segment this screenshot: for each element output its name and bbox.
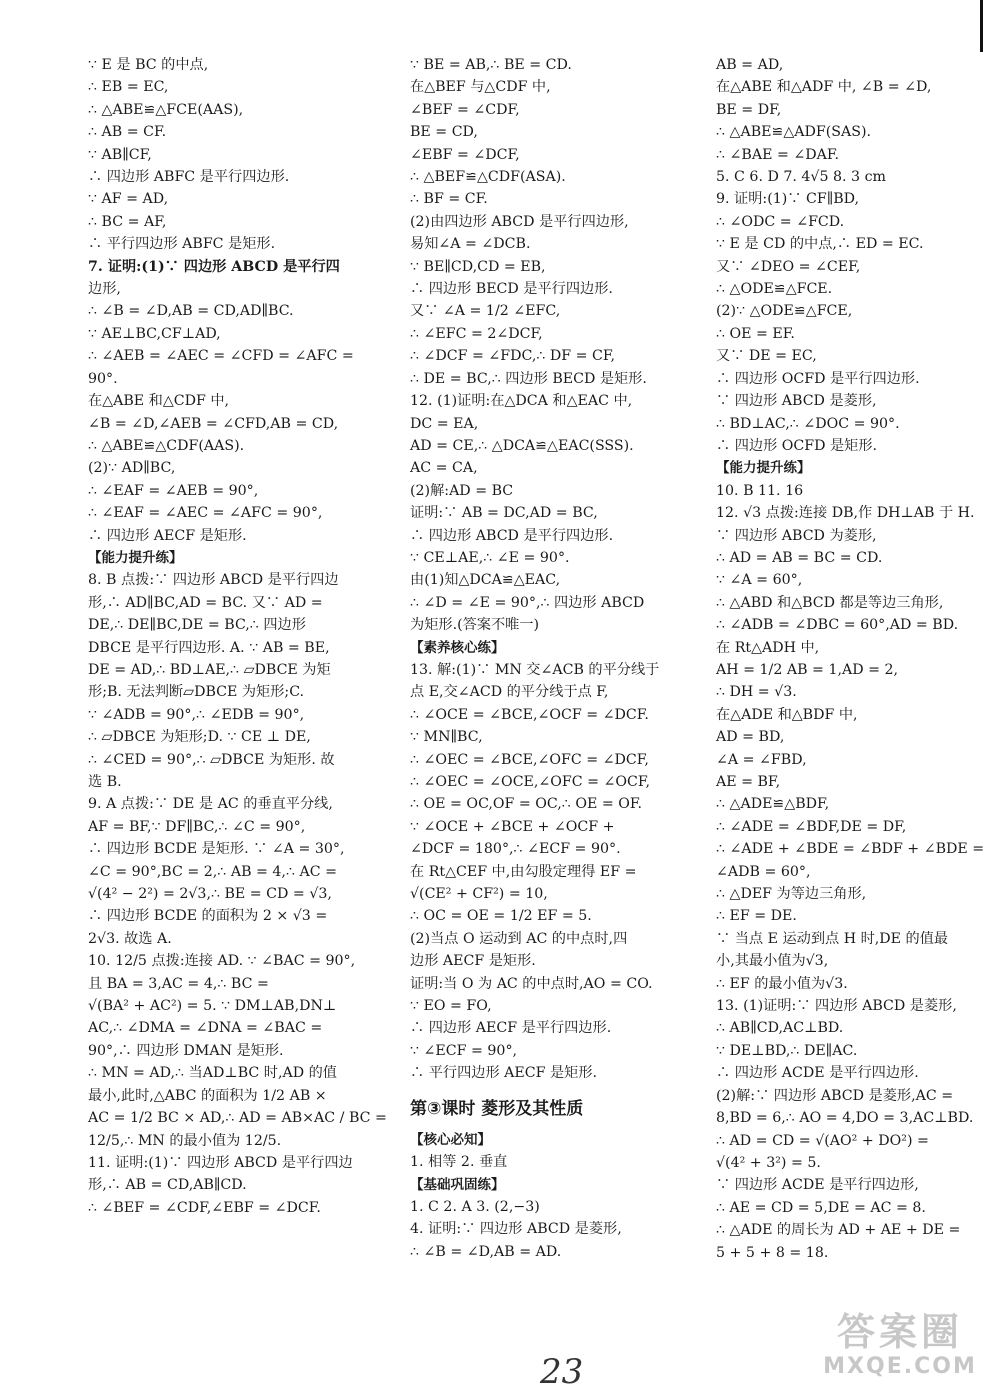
answer-line: AC = 1/2 BC × AD,∴ AD = AB×AC / BC = <box>88 1110 387 1127</box>
answer-line: AD = BD, <box>716 729 785 746</box>
answer-line: ∴ DH = √3. <box>716 684 797 701</box>
answer-line: ∴ △ABE≌△ADF(SAS). <box>716 124 872 141</box>
answer-line: (2)由四边形 ABCD 是平行四边形, <box>410 213 629 230</box>
margin-bar <box>980 0 983 52</box>
answer-line: 4. 证明:∵ 四边形 ABCD 是菱形, <box>410 1221 622 1238</box>
answer-line: ∠EBF = ∠DCF, <box>410 146 520 163</box>
answer-line: ∴ ∠B = ∠D,AB = CD,AD∥BC. <box>88 303 294 320</box>
section-heading: 【素养核心练】 <box>410 639 505 656</box>
answer-line: 12/5,∴ MN 的最小值为 12/5. <box>88 1132 282 1149</box>
answer-line: ∴ OC = OE = 1/2 EF = 5. <box>410 908 592 925</box>
watermark-url: MXQE.COM <box>823 1354 977 1379</box>
answer-line: 形,∴ AB = CD,AB∥CD. <box>88 1177 247 1194</box>
answer-line: ∵ ∠ECF = 90°, <box>410 1042 518 1059</box>
answer-line: ∴ BF = CF. <box>410 191 488 208</box>
answer-line: ∴ DE = BC,∴ 四边形 BECD 是矩形. <box>410 370 647 387</box>
answer-line: ∵ BE = AB,∴ BE = CD. <box>410 57 572 73</box>
answer-line: ∵ E 是 CD 的中点,∴ ED = EC. <box>716 236 924 253</box>
answer-line: ∠DCF = 180°,∴ ∠ECF = 90°. <box>410 841 621 858</box>
answer-line: 7. 证明:(1)∵ 四边形 ABCD 是平行四 <box>88 258 340 275</box>
answer-line: ∴ △ABE≌△CDF(AAS). <box>88 437 245 454</box>
answer-line: (2)∵ AD∥BC, <box>88 460 176 477</box>
answer-line: 在 Rt△CEF 中,由勾股定理得 EF = <box>410 863 637 880</box>
page-number: 23 <box>540 1352 584 1392</box>
answer-line: ∠BEF = ∠CDF, <box>410 101 520 118</box>
answer-line: ∠A = ∠FBD, <box>716 751 807 768</box>
answer-line: 90°. <box>88 370 118 387</box>
answer-line: 最小,此时,△ABC 的面积为 1/2 AB × <box>88 1087 327 1104</box>
watermark-text: 答案圈 <box>836 1310 963 1354</box>
lesson-title: 第③课时 菱形及其性质 <box>410 1098 584 1119</box>
answer-line: 形,∴ AD∥BC,AD = BC. 又∵ AD = <box>88 594 323 611</box>
answer-line: ∴ △ABD 和△BCD 都是等边三角形, <box>716 594 944 611</box>
answer-line: ∴ 四边形 ACDE 是平行四边形. <box>716 1065 919 1082</box>
answer-line: (2)解:∵ 四边形 ABCD 是菱形,AC = <box>716 1087 954 1104</box>
answer-line: ∴ 四边形 ABFC 是平行四边形. <box>88 169 290 186</box>
answer-line: ∴ ∠D = ∠E = 90°,∴ 四边形 ABCD <box>410 594 645 611</box>
answer-line: ∵ 四边形 ABCD 是菱形, <box>716 393 877 410</box>
answer-line: DE,∴ DE∥BC,DE = BC,∴ 四边形 <box>88 617 306 634</box>
answer-line: 为矩形.(答案不唯一) <box>410 617 540 634</box>
answer-line: ∵ CE⊥AE,∴ ∠E = 90°. <box>410 549 570 566</box>
answer-line: ∴ EF = DE. <box>716 908 797 925</box>
answer-line: ∵ AF = AD, <box>88 191 169 208</box>
answer-line: BE = DF, <box>716 101 782 118</box>
answer-line: AF = BF,∵ DF∥BC,∴ ∠C = 90°, <box>88 818 306 835</box>
answer-line: ∴ ∠EFC = 2∠DCF, <box>410 325 543 342</box>
answer-line: 5. C 6. D 7. 4√5 8. 3 cm <box>716 169 886 186</box>
answer-line: 5 + 5 + 8 = 18. <box>716 1244 829 1261</box>
answer-line: ∴ AB = CF. <box>88 124 167 141</box>
answer-line: 1. 相等 2. 垂直 <box>410 1154 508 1171</box>
answer-line: 10. 12/5 点拨:连接 AD. ∵ ∠BAC = 90°, <box>88 953 356 970</box>
answer-line: AC = CA, <box>410 460 478 477</box>
answer-line: 90°,∴ 四边形 DMAN 是矩形. <box>88 1042 284 1059</box>
section-heading: 【基础巩固练】 <box>410 1176 505 1193</box>
answer-line: ∴ 四边形 BECD 是平行四边形. <box>410 281 613 298</box>
answer-line: 10. B 11. 16 <box>716 482 804 499</box>
answer-line: 边形 AECF 是矩形. <box>410 953 536 970</box>
answer-line: ∵ ∠ADB = 90°,∴ ∠EDB = 90°, <box>88 706 305 723</box>
answer-line: 12. √3 点拨:连接 DB,作 DH⊥AB 于 H. <box>716 505 975 522</box>
answer-line: ∵ AE⊥BC,CF⊥AD, <box>88 325 221 342</box>
answer-line: 又∵ DE = EC, <box>716 348 817 365</box>
answer-column-3 <box>716 54 986 1264</box>
answer-line: ∴ ∠ADB = ∠DBC = 60°,AD = BD. <box>716 617 959 634</box>
answer-line: ∴ AD = AB = BC = CD. <box>716 549 883 566</box>
answer-line: AB = AD, <box>716 57 784 73</box>
answer-line: ∴ BD⊥AC,∴ ∠DOC = 90°. <box>716 415 900 432</box>
answer-line: ∴ △ADE≌△BDF, <box>716 796 830 813</box>
answer-line: 又∵ ∠DEO = ∠CEF, <box>716 258 861 275</box>
answer-line: ∴ ∠B = ∠D,AB = AD. <box>410 1243 562 1260</box>
answer-line: AE = BF, <box>716 774 781 790</box>
answer-line: AH = 1/2 AB = 1,AD = 2, <box>716 661 899 678</box>
answer-line: ∴ 四边形 BCDE 的面积为 2 × √3 = <box>88 908 328 925</box>
answer-line: ∵ AB∥CF, <box>88 146 152 163</box>
answer-line: 证明:∵ AB = DC,AD = BC, <box>410 505 598 522</box>
answer-line: ∵ 四边形 ACDE 是平行四边形, <box>716 1177 919 1194</box>
section-heading: 【核心必知】 <box>410 1131 491 1148</box>
answer-line: ∴ 四边形 OCFD 是矩形. <box>716 437 878 454</box>
answer-line: ∴ ∠OCE = ∠BCE,∠OCF = ∠DCF. <box>410 706 649 723</box>
answer-line: ∴ OE = OC,OF = OC,∴ OE = OF. <box>410 796 642 813</box>
answer-line: ∴ AD = CD = √(AO² + DO²) = <box>716 1132 929 1149</box>
answer-column-1 <box>88 54 387 1219</box>
answer-line: ∴ 平行四边形 ABFC 是矩形. <box>88 236 276 253</box>
answer-line: ∴ ∠ADE + ∠BDE = ∠BDF + ∠BDE = <box>716 841 985 858</box>
answer-line: ∴ ∠DCF = ∠FDC,∴ DF = CF, <box>410 348 616 365</box>
answer-line: DC = EA, <box>410 415 479 432</box>
answer-line: 在△ABE 和△CDF 中, <box>88 393 230 410</box>
answer-line: 13. (1)证明:∵ 四边形 ABCD 是菱形, <box>716 998 957 1015</box>
answer-line: ∵ BE∥CD,CD = EB, <box>410 258 546 275</box>
answer-line: 9. 证明:(1)∵ CF∥BD, <box>716 191 860 208</box>
answer-line: ∴ ∠AEB = ∠AEC = ∠CFD = ∠AFC = <box>88 348 354 365</box>
answer-line: 2√3. 故选 A. <box>88 930 172 947</box>
answer-line: ∴ EB = EC, <box>88 79 169 96</box>
answer-line: AC,∴ ∠DMA = ∠DNA = ∠BAC = <box>88 1020 323 1037</box>
answer-line: ∴ ∠OEC = ∠OCE,∠OFC = ∠OCF, <box>410 774 651 790</box>
answer-line: ∴ ∠EAF = ∠AEB = 90°, <box>88 482 259 499</box>
answer-line: ∴ MN = AD,∴ 当AD⊥BC 时,AD 的值 <box>88 1065 337 1082</box>
answer-line: 12. (1)证明:在△DCA 和△EAC 中, <box>410 393 633 410</box>
answer-line: 8,BD = 6,∴ AO = 4,DO = 3,AC⊥BD. <box>716 1110 974 1127</box>
answer-line: ∴ ∠ADE = ∠BDF,DE = DF, <box>716 818 907 835</box>
answer-line: 13. 解:(1)∵ MN 交∠ACB 的平分线于 <box>410 661 660 678</box>
answer-line: 选 B. <box>88 774 122 790</box>
answer-line: ∴ △ABE≌△FCE(AAS), <box>88 101 244 118</box>
answer-line: ∴ △BEF≌△CDF(ASA). <box>410 169 566 186</box>
watermark-logo <box>810 1310 990 1390</box>
answer-line: ∴ ∠BEF = ∠CDF,∠EBF = ∠DCF. <box>88 1199 321 1216</box>
answer-line: DE = AD,∴ BD⊥AE,∴ ▱DBCE 为矩 <box>88 661 331 678</box>
section-heading: 【能力提升练】 <box>88 549 183 566</box>
answer-line: ∴ 四边形 OCFD 是平行四边形. <box>716 370 920 387</box>
answer-line: ∴ 四边形 AECF 是矩形. <box>88 527 247 544</box>
answer-line: 在△ADE 和△BDF 中, <box>716 706 858 723</box>
answer-line: 易知∠A = ∠DCB. <box>410 236 531 253</box>
answer-line: 且 BA = 3,AC = 4,∴ BC = <box>88 975 269 992</box>
answer-line: 在△ABE 和△ADF 中, ∠B = ∠D, <box>716 79 932 96</box>
answer-line: ∵ EO = FO, <box>410 998 492 1015</box>
answer-line: √(4² − 2²) = 2√3,∴ BE = CD = √3, <box>88 886 332 903</box>
answer-column-2 <box>410 54 672 1263</box>
answer-line: 8. B 点拨:∵ 四边形 ABCD 是平行四边 <box>88 572 339 589</box>
answer-line: ∵ MN∥BC, <box>410 729 483 746</box>
answer-line: ∴ 四边形 BCDE 是矩形. ∵ ∠A = 30°, <box>88 841 345 858</box>
answer-line: ∵ 四边形 ABCD 为菱形, <box>716 527 877 544</box>
answer-line: ∴ OE = EF. <box>716 325 795 342</box>
answer-line: 边形, <box>88 281 121 298</box>
answer-line: ∠B = ∠D,∠AEB = ∠CFD,AB = CD, <box>88 415 339 432</box>
answer-line: ∴ △ADE 的周长为 AD + AE + DE = <box>716 1222 961 1239</box>
answer-line: 在△BEF 与△CDF 中, <box>410 79 551 96</box>
answer-line: 11. 证明:(1)∵ 四边形 ABCD 是平行四边 <box>88 1154 353 1171</box>
section-heading: 【能力提升练】 <box>716 460 811 477</box>
answer-line: ∴ BC = AF, <box>88 213 167 230</box>
answer-line: √(CE² + CF²) = 10, <box>410 886 548 903</box>
answer-line: ∴ ▱DBCE 为矩形;D. ∵ CE ⊥ DE, <box>88 729 311 746</box>
answer-line: (2)∵ △ODE≌△FCE, <box>716 303 853 320</box>
answer-line: ∴ AE = CD = 5,DE = AC = 8. <box>716 1199 926 1216</box>
answer-line: ∵ DE⊥BD,∴ DE∥AC. <box>716 1042 858 1059</box>
answer-line: 在 Rt△ADH 中, <box>716 639 820 656</box>
answer-line: ∵ ∠A = 60°, <box>716 572 803 589</box>
answer-line: ∴ 四边形 ABCD 是平行四边形. <box>410 527 614 544</box>
answer-line: ∴ AB∥CD,AC⊥BD. <box>716 1020 844 1037</box>
answer-line: ∵ ∠OCE + ∠BCE + ∠OCF + <box>410 818 615 835</box>
answer-line: 点 E,交∠ACD 的平分线于点 F, <box>410 684 609 701</box>
answer-line: AD = CE,∴ △DCA≌△EAC(SSS). <box>410 437 634 454</box>
answer-line: ∴ EF 的最小值为√3. <box>716 975 848 992</box>
answer-line: 1. C 2. A 3. (2,−3) <box>410 1198 540 1215</box>
answer-line: ∴ ∠OEC = ∠BCE,∠OFC = ∠DCF, <box>410 751 649 768</box>
answer-line: (2)解:AD = BC <box>410 482 514 499</box>
answer-line: 小,其最小值为√3, <box>716 953 829 970</box>
answer-line: 由(1)知△DCA≌△EAC, <box>410 572 561 589</box>
answer-line: ∴ ∠CED = 90°,∴ ▱DBCE 为矩形. 故 <box>88 751 335 768</box>
answer-line: ∴ 平行四边形 AECF 是矩形. <box>410 1065 598 1082</box>
answer-line: ∴ ∠EAF = ∠AEC = ∠AFC = 90°, <box>88 505 323 522</box>
answer-line: ∴ △DEF 为等边三角形, <box>716 886 867 903</box>
answer-line: ∴ ∠BAE = ∠DAF. <box>716 146 840 163</box>
answer-line: ∵ E 是 BC 的中点, <box>88 57 209 73</box>
answer-line: 证明:当 O 为 AC 的中点时,AO = CO. <box>410 975 653 992</box>
answer-line: BE = CD, <box>410 124 478 141</box>
answer-line: ∠C = 90°,BC = 2,∴ AB = 4,∴ AC = <box>88 863 337 880</box>
answer-line: √(4² + 3²) = 5. <box>716 1154 821 1171</box>
answer-line: 形;B. 无法判断▱DBCE 为矩形;C. <box>88 684 305 701</box>
answer-line: (2)当点 O 运动到 AC 的中点时,四 <box>410 930 628 947</box>
answer-line: ∴ 四边形 AECF 是平行四边形. <box>410 1020 612 1037</box>
answer-line: ∵ 当点 E 运动到点 H 时,DE 的值最 <box>716 930 949 947</box>
answer-line: 9. A 点拨:∵ DE 是 AC 的垂直平分线, <box>88 796 333 813</box>
answer-line: ∠ADB = 60°, <box>716 863 811 880</box>
answer-line: ∴ ∠ODC = ∠FCD. <box>716 213 845 230</box>
answer-line: 又∵ ∠A = 1/2 ∠EFC, <box>410 303 561 320</box>
answer-line: √(BA² + AC²) = 5. ∵ DM⊥AB,DN⊥ <box>88 998 337 1015</box>
answer-line: DBCE 是平行四边形. A. ∵ AB = BE, <box>88 639 330 656</box>
answer-line: ∴ △ODE≌△FCE. <box>716 281 833 298</box>
